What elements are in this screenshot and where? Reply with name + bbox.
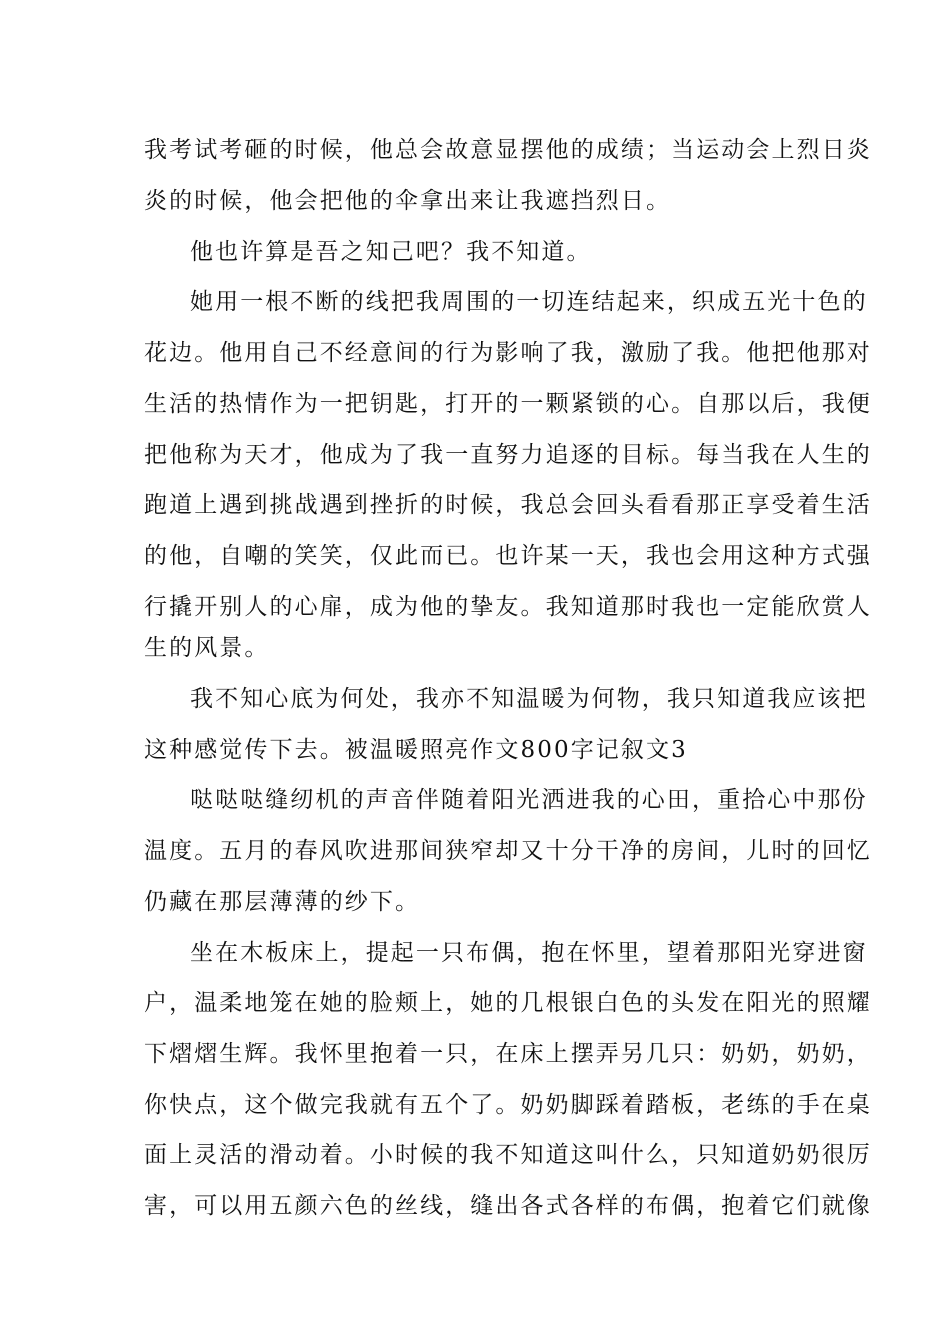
text-line: 下熠熠生辉。我怀里抱着一只，在床上摆弄另几只：奶奶，奶奶， — [144, 1041, 872, 1067]
text-line: 害，可以用五颜六色的丝线，缝出各式各样的布偶，抱着它们就像 — [144, 1193, 872, 1219]
text-line: 花边。他用自己不经意间的行为影响了我，激励了我。他把他那对 — [144, 340, 872, 366]
paragraph-first-line: 坐在木板床上，提起一只布偶，抱在怀里，望着那阳光穿进窗 — [190, 940, 868, 966]
paragraph-first-line: 哒哒哒缝纫机的声音伴随着阳光洒进我的心田，重拾心中那份 — [190, 787, 868, 813]
text-line: 的他，自嘲的笑笑，仅此而已。也许某一天，我也会用这种方式强 — [144, 543, 872, 569]
text-line: 温度。五月的春风吹进那间狭窄却又十分干净的房间，儿时的回忆 — [144, 838, 872, 864]
text-line: 生的风景。 — [144, 635, 270, 661]
text-line: 面上灵活的滑动着。小时候的我不知道这叫什么，只知道奶奶很厉 — [144, 1142, 872, 1168]
text-line: 炎的时候，他会把他的伞拿出来让我遮挡烈日。 — [144, 188, 672, 214]
text-line: 跑道上遇到挑战遇到挫折的时候，我总会回头看看那正享受着生活 — [144, 492, 872, 518]
paragraph-first-line: 她用一根不断的线把我周围的一切连结起来，织成五光十色的 — [190, 289, 868, 315]
text-line: 你快点，这个做完我就有五个了。奶奶脚踩着踏板，老练的手在桌 — [144, 1092, 872, 1118]
text-line: 生活的热情作为一把钥匙，打开的一颗紧锁的心。自那以后，我便 — [144, 391, 872, 417]
text-line: 仍藏在那层薄薄的纱下。 — [144, 889, 421, 915]
text-line: 把他称为天才，他成为了我一直努力追逐的目标。每当我在人生的 — [144, 442, 872, 468]
text-line: 这种感觉传下去。被温暖照亮作文800字记叙文3 — [144, 737, 688, 763]
text-line: 户，温柔地笼在她的脸颊上，她的几根银白色的头发在阳光的照耀 — [144, 990, 872, 1016]
paragraph-first-line: 我不知心底为何处，我亦不知温暖为何物，我只知道我应该把 — [190, 686, 868, 712]
paragraph-first-line: 他也许算是吾之知己吧？我不知道。 — [190, 239, 592, 265]
text-line: 行撬开别人的心扉，成为他的挚友。我知道那时我也一定能欣赏人 — [144, 594, 872, 620]
text-line: 我考试考砸的时候，他总会故意显摆他的成绩；当运动会上烈日炎 — [144, 137, 872, 163]
